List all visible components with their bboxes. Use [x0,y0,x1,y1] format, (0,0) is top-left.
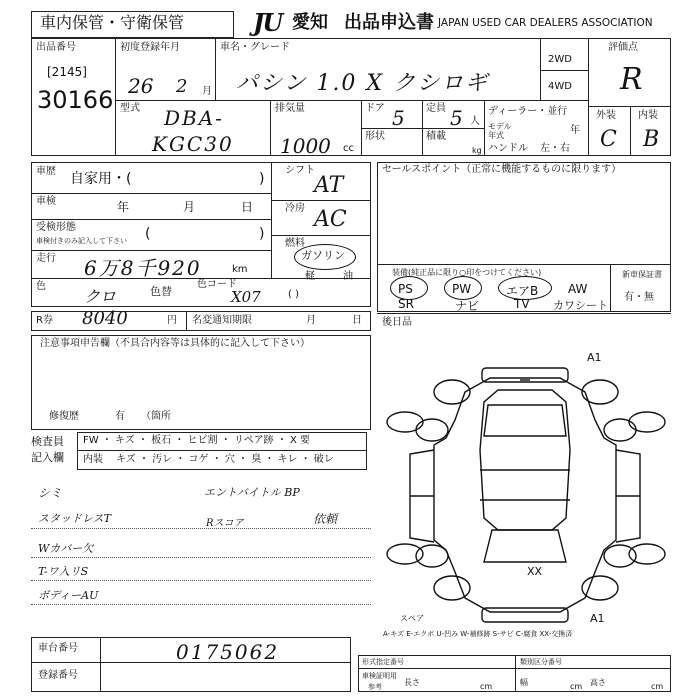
r-ticket-label: R券 [36,315,53,326]
equip-tv: TV [514,297,530,311]
displacement-label: 排気量 [275,103,305,114]
repair-label: 修復歴 [49,411,79,422]
inspection-label: 車検 [36,196,56,207]
height-cm: cm [651,682,664,691]
class-no-label: 類別区分番号 [520,658,562,666]
windshield [484,405,566,436]
form-no-label: 形式指定番号 [362,658,404,666]
org-name: 愛知 [292,12,328,33]
chassis-label: 車台番号 [38,643,78,654]
mileage-value: 6万8千920 [84,256,202,280]
fuel-oil: 油 [343,271,353,282]
model-year-label: モデル年式 [488,122,512,140]
inspection-month: 月 [183,200,196,214]
displacement-unit: cc [343,143,354,154]
first-reg-year: 26 [128,74,154,98]
year-unit: 年 [570,125,580,136]
repair-place: （箇所 [141,411,171,422]
repair-yes: 有 [115,411,125,422]
equip-seat: カワシート [553,299,608,312]
car-diagram [380,350,672,640]
color-code: X07 [231,288,261,306]
shift-label: シフト [285,165,315,176]
receiver-close: ) [259,226,265,242]
fuel-value: ガソリン [301,249,345,262]
r-ticket-value: 8040 [82,308,128,329]
receiver-sub: 車検付きのみ記入して下さい [36,237,127,245]
notes-label: 注意事項申告欄（不具合内容等は具体的に記入して下さい） [40,338,310,349]
equip-sr: SR [398,297,414,311]
doors-value: 5 [392,106,405,130]
length-label: 長さ [404,678,420,687]
notice-month: 月 [306,315,316,326]
dealer-label: ディーラー・並行 [488,106,568,117]
notice-day: 日 [352,315,362,326]
drive-2wd: 2WD [548,54,572,65]
length-cm: cm [480,682,493,691]
mark-front: A1 [587,351,602,364]
fuel-circle [294,244,356,270]
model-line1: DBA- [164,106,224,130]
lot-label: 出品番号 [36,42,76,53]
drive-4wd: 4WD [548,81,572,92]
shape-label: 形状 [365,131,385,142]
handle-lr: 左・右 [540,143,570,154]
height-label: 高さ [590,678,606,687]
association-name: JAPAN USED CAR DEALERS ASSOCIATION [438,17,653,29]
first-reg-month: 2 [176,76,188,97]
aircon-value: AC [314,207,347,232]
inspection-day: 日 [241,200,254,214]
first-reg-label: 初度登録年月 [120,42,180,53]
aircon-label: 冷房 [285,203,305,214]
mileage-label: 走行 [36,253,56,264]
car-outline [434,378,616,612]
sales-label: セールスポイント（正常に機能するものに限ります） [382,164,622,175]
r-ticket-unit: 円 [167,315,177,326]
warranty-yesno: 有・無 [624,292,654,303]
name-label: 車名・グレード [220,42,290,53]
int-score: B [643,127,660,152]
shift-value: AT [314,173,344,198]
width-cm: cm [570,682,583,691]
equip-aw: AW [568,282,588,296]
month-unit: 月 [202,86,212,97]
rear-bumper [482,608,568,622]
load-unit: kg [472,146,482,155]
displacement-value: 1000 [280,134,331,158]
rating-label: 評価点 [608,42,638,53]
equip-pw: PW [452,282,472,296]
lot-small: [2145] [47,65,87,79]
mark-rear: A1 [590,612,605,625]
reg-label: 登録番号 [38,670,78,681]
top-block [31,38,671,156]
fuel-kei: 軽 [305,271,315,282]
handle-label: ハンドル [488,143,528,154]
handnote-2: エントバイトル BP [204,486,300,499]
warranty-label: 新車保証書 [622,270,662,279]
pw-circle [444,276,482,300]
storage-label: 車内保管・守衛保管 [40,13,185,32]
handnote-6: Wカバー欠 [38,542,94,555]
spare-label: スペア [400,614,424,623]
lot-number: 30166 [37,86,114,114]
handnote-1: シミ [38,486,63,500]
handnote-8: ボディーAU [38,589,99,602]
rear-window [484,530,566,562]
model-line2: KGC30 [152,132,234,156]
capacity-unit: 人 [470,116,480,127]
wheel-fr [604,419,636,441]
capacity-label: 定員 [426,103,446,114]
mark-trunk: XX [527,565,543,578]
handnote-3: スタッドレスT [38,512,112,525]
handnote-7: T-ワ入リS [38,565,89,578]
ps-circle [390,276,428,300]
checker-label-2: 記入欄 [31,451,64,464]
ext-score: C [600,127,617,152]
equip-navi: ナビ [455,299,480,313]
equip-airbag: エアB [506,284,539,298]
name-value: パシン 1.0 X クシロギ [236,71,490,96]
color-code-label: 色コード [197,279,237,290]
color-value: クロ [84,287,117,306]
history-close: ) [259,171,265,187]
model-label: 型式 [120,103,140,114]
fuel-label: 燃料 [285,238,305,249]
mileage-unit: km [232,264,248,275]
load-label: 積載 [426,131,446,142]
notice-label: 名変通知期限 [192,315,252,326]
receiver-label: 受検形態 [36,222,76,233]
handnote-5: 依頼 [313,512,338,526]
equip-ps: PS [398,282,413,296]
chassis-value: 0175062 [176,640,280,664]
rating-score: R [620,62,643,97]
ext-label: 外装 [596,110,616,121]
history-label: 車歴 [36,166,56,177]
form-title: 出品申込書 [344,12,434,33]
cert-label: 車検証明用 [362,672,397,680]
handnote-4: Rスコア [206,518,244,529]
checker-row2: キズ ・ 汚レ ・ コゲ ・ 穴 ・ 臭 ・ キレ ・ 破レ [116,454,334,465]
inspection-year: 年 [117,200,130,214]
checker-row2-label: 内装 [83,454,103,465]
checker-row1: FW ・ キズ ・ 板石 ・ ヒビ割 ・ リペア跡 ・ X 要 [83,435,311,446]
color-swap-label: 色替 [150,285,172,298]
int-label: 内装 [638,110,658,121]
ju-logo: JU [253,8,282,37]
ref-label: 参考 [368,683,382,691]
capacity-value: 5 [450,106,463,130]
airbag-circle [498,276,552,300]
color-label: 色 [36,281,46,292]
after-install-label: 後日品 [382,317,412,328]
equip-label: 装備(純正品に限り○印をつけてください) [392,268,542,277]
width-label: 幅 [520,678,528,687]
checker-label-1: 検査員 [31,435,64,448]
receiver-open: ( [145,226,151,242]
fuel-paren: ( ) [288,289,299,300]
wheel-fl [416,419,448,441]
doors-label: ドア [365,103,385,114]
roof-outline [480,390,570,530]
damage-legend: A-キズ E-エクボ U-凹み W-補修跡 S-サビ C-腐食 XX-交換済 [383,630,573,638]
history-value: 自家用・( [70,171,132,187]
